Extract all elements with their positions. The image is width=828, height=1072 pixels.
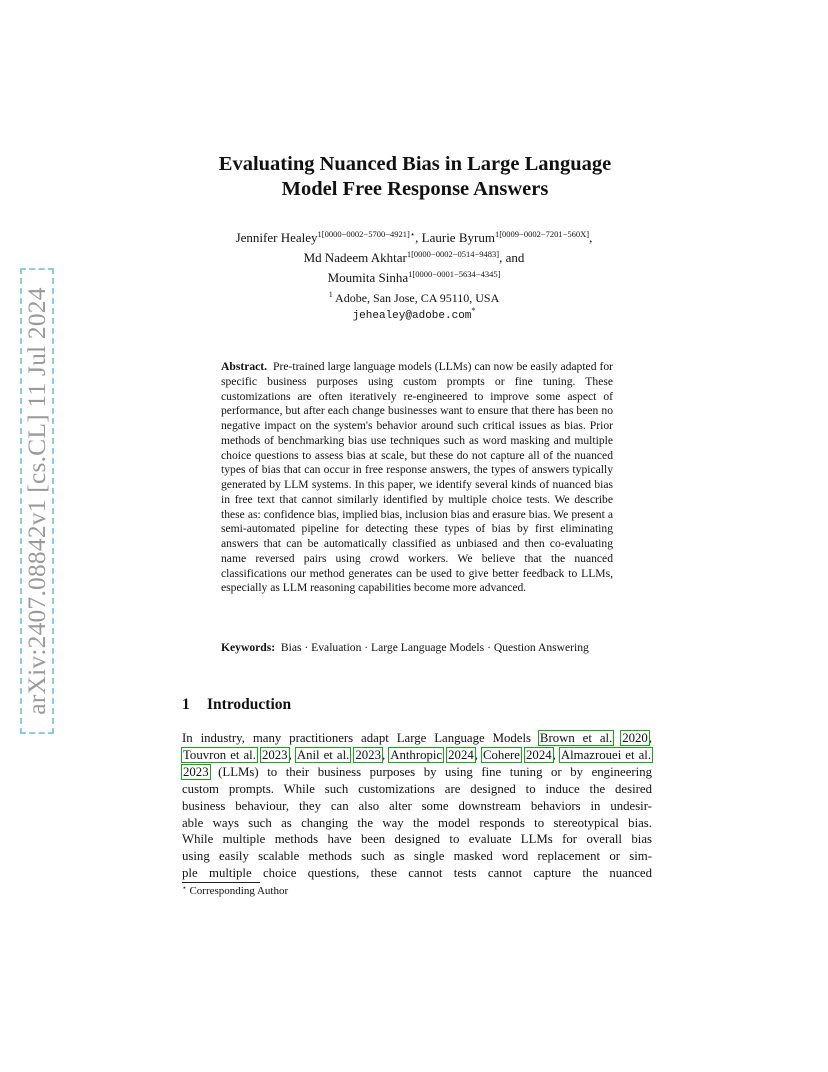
author-orcid[interactable]: 1[0009−0002−7201−560X] bbox=[494, 229, 590, 239]
title-line-2: Model Free Response Answers bbox=[281, 178, 549, 200]
footnote-mark: ⋆ bbox=[182, 883, 187, 892]
citation-link[interactable]: Touvron et al. bbox=[183, 747, 256, 762]
intro-line-1: In industry, many practitioners adapt Large Language Models Brown et al. 2020, bbox=[182, 731, 653, 745]
citation-year-link[interactable]: 2024 bbox=[448, 747, 474, 762]
author-line-3 bbox=[120, 268, 708, 288]
intro-line-8: using easily scalable methods such as single masked word replacement or sim- bbox=[182, 849, 652, 864]
abstract bbox=[221, 360, 613, 596]
intro-line-5: business behaviour, they can also alter some downstream behaviors in undesir- bbox=[182, 798, 652, 813]
affiliation bbox=[120, 290, 708, 324]
corresponding-mark: ⋆ bbox=[409, 229, 416, 239]
author-line-1: Jennifer Healey$^{1[0000-0002-5700-4921]⋆}$, Laurie Byrum$^{1[0009-0002-7201-560X]}$, bbox=[235, 229, 593, 245]
author-conjunction: , and bbox=[499, 250, 525, 265]
footnote-text: Corresponding Author bbox=[189, 885, 289, 897]
citation-year-link[interactable]: 2023 bbox=[355, 747, 381, 762]
abstract-label: Abstract. bbox=[221, 360, 268, 373]
intro-paragraph bbox=[182, 730, 652, 882]
title-line-1: Evaluating Nuanced Bias in Large Language bbox=[218, 153, 612, 175]
paper-title bbox=[100, 152, 730, 202]
author-line-2 bbox=[120, 248, 708, 268]
intro-line-6: able ways such as changing the way the model responds to stereotypical bias. bbox=[182, 815, 652, 830]
author-orcid[interactable]: 1[0000−0002−0514−9483] bbox=[406, 249, 500, 259]
keywords-label: Keywords: bbox=[221, 641, 276, 654]
keywords-text: Bias · Evaluation · Large Language Models · Question Answering bbox=[280, 641, 589, 654]
author-name: Laurie Byrum bbox=[421, 230, 495, 245]
citation-link[interactable]: Almazrouei et al. bbox=[560, 747, 652, 762]
arxiv-identifier: arXiv:2407.08842v1 [cs.CL] 11 Jul 2024 bbox=[22, 287, 51, 715]
author-name: Moumita Sinha bbox=[327, 270, 409, 285]
citation-year-link[interactable]: 2020 bbox=[622, 731, 648, 745]
author-list bbox=[120, 228, 708, 288]
abstract-text: Pre-trained large language models (LLMs) can now be easily adapted for specific business purposes using custom prompts or fine tuning. These customizations are often iteratively re-engineered to improve some aspect of performance, but after each change businesses want to ensure that there has been no negative impact on the system's behavior around such critical issues as bias. Prior methods of benchmarking bias use techniques such as word masking and multiple choice questions to assess bias at scale, but these do not capture all of the nuanced types of bias that can occur in free response answers, the types of answers typically generated by LLM systems. In this paper, we identify several kinds of nuanced bias in free text that cannot similarly identified by multiple choice tests. We describe these as: confidence bias, implied bias, inclusion bias and erasure bias. We present a semi-automated pipeline for detecting these types of bias by first eliminating answers that can be automatically classified as unbiased and then co-evaluating name reversed pairs using crowd workers. We believe that the nuanced classifications our method generates can be used to give better feedback to LLMs, especially as LLM reasoning capabilities become more advanced. bbox=[221, 360, 614, 595]
intro-line-7: While multiple methods have been designed to evaluate LLMs for overall bias bbox=[182, 832, 652, 847]
affiliation-line bbox=[120, 290, 708, 306]
author-name: Md Nadeem Akhtar bbox=[303, 250, 407, 265]
citation-link[interactable]: Brown et al. bbox=[539, 731, 613, 745]
author-email[interactable]: jehealey@adobe.com bbox=[352, 310, 472, 322]
citation-year-link[interactable]: 2024 bbox=[526, 747, 552, 762]
affiliation-text: Adobe, San Jose, CA 95110, USA bbox=[335, 291, 500, 305]
section-heading bbox=[182, 696, 291, 714]
author-name: Jennifer Healey bbox=[235, 230, 318, 245]
keywords bbox=[221, 641, 613, 656]
citation-link[interactable]: Cohere bbox=[483, 747, 520, 762]
citation-year-link[interactable]: 2023 bbox=[261, 747, 288, 762]
section-title: Introduction bbox=[207, 696, 292, 713]
intro-line-2: Touvron et al. 2023, Anil et al. 2023, Anthropic 2024, Cohere 2024, Almazrouei et al. bbox=[183, 747, 652, 762]
footnote-divider bbox=[182, 882, 260, 883]
email-line bbox=[120, 306, 708, 324]
citation-link[interactable]: Anthropic bbox=[390, 747, 443, 762]
author-orcid[interactable]: 1[0000−0002−5700−4921] bbox=[317, 229, 410, 239]
footnote bbox=[182, 885, 288, 897]
intro-line-9: ple multiple choice questions, these cannot tests cannot capture the nuanced bbox=[182, 866, 652, 881]
email-mark: * bbox=[471, 306, 476, 315]
section-number: 1 bbox=[182, 696, 190, 713]
intro-line-4: custom prompts. While such customizations are designed to induce the desired bbox=[182, 781, 652, 796]
author-orcid[interactable]: 1[0000−0001−5634−4345] bbox=[408, 269, 501, 279]
intro-line-3: 2023 (LLMs) to their business purposes by using fine tuning or by engineering bbox=[183, 764, 652, 779]
citation-year-link[interactable]: 2023 bbox=[183, 764, 209, 779]
affiliation-mark: 1 bbox=[328, 290, 333, 299]
citation-link[interactable]: Anil et al. bbox=[296, 747, 350, 762]
